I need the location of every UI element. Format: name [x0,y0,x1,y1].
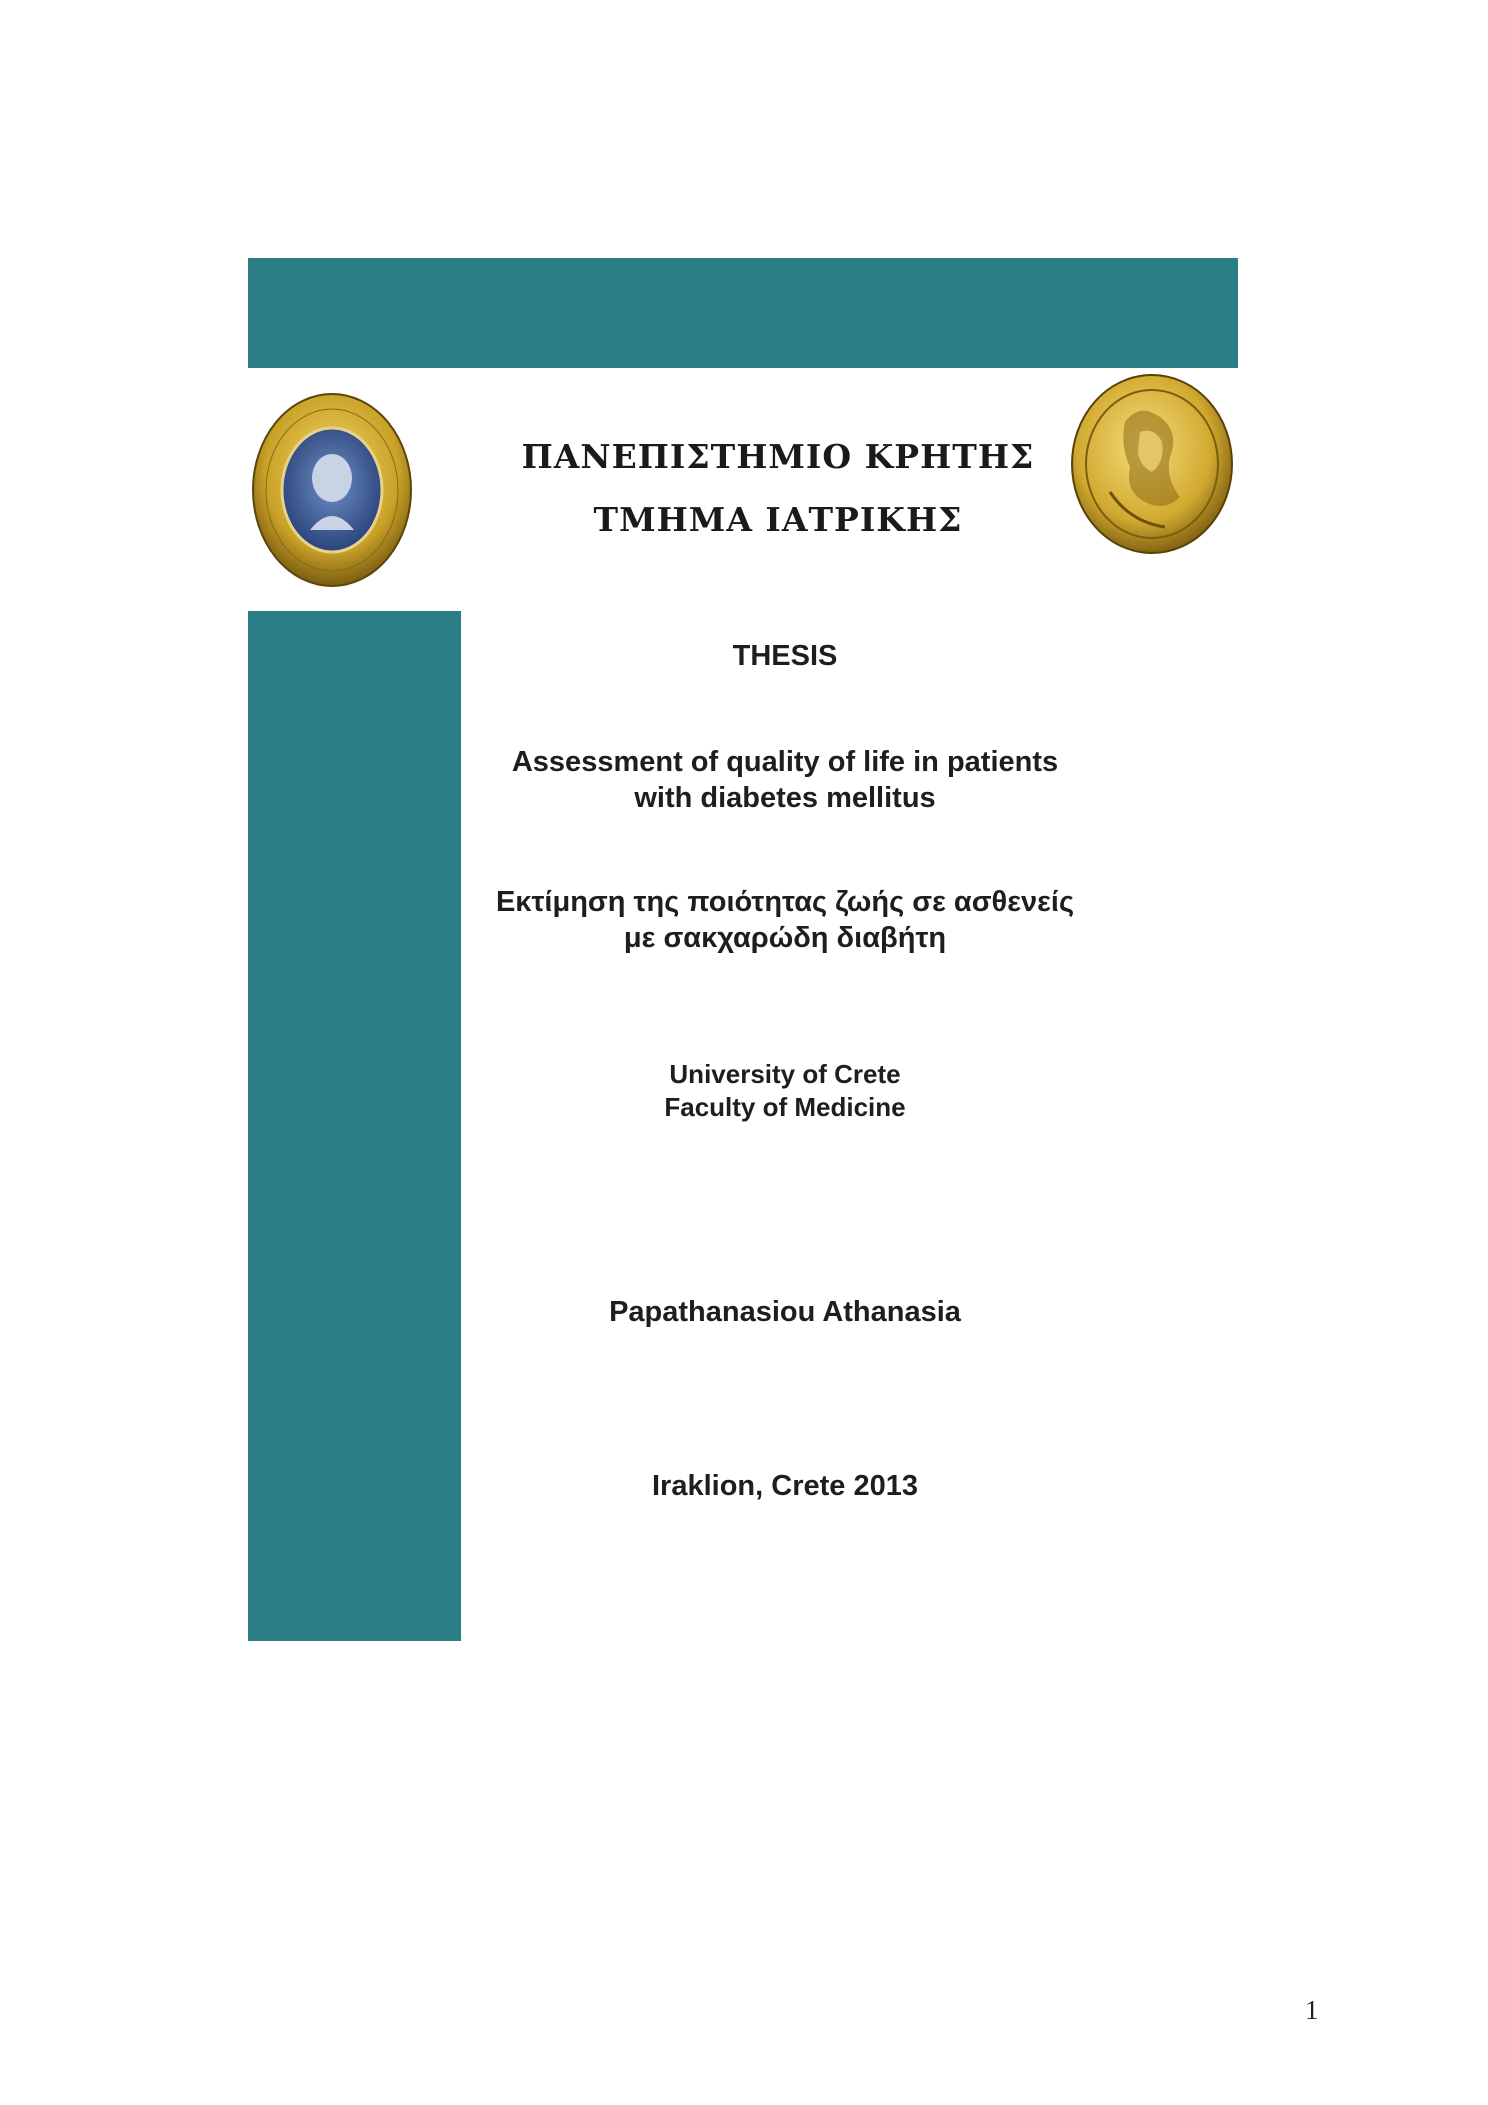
university-heading-el: ΠΑΝΕΠΙΣΤΗΜΙΟ ΚΡΗΤΗΣ [521,437,1035,476]
page-number: 1 [1305,1995,1319,2025]
title-english-line-2: with diabetes mellitus [634,782,936,814]
title-greek-line-2: με σακχαρώδη διαβήτη [623,922,947,954]
top-accent-bar [248,258,1238,368]
title-english-line-1: Assessment of quality of life in patients [511,746,1059,778]
title-greek [440,884,1130,956]
institution-block [440,1058,1130,1124]
university-name: University of Crete [669,1059,901,1089]
title-english [440,744,1130,816]
title-greek-line-1: Εκτίμηση της ποιότητας ζωής σε ασθενείς [495,886,1075,918]
document-type-label: THESIS [732,640,838,672]
side-accent-bar [248,611,461,1641]
faculty-name: Faculty of Medicine [664,1092,906,1122]
department-heading-el: ΤΜΗΜΑ ΙΑΤΡΙΚΗΣ [593,500,963,539]
place-and-year: Iraklion, Crete 2013 [652,1470,918,1502]
faculty-seal-icon [250,390,414,590]
author-name: Papathanasiou Athanasia [609,1296,961,1328]
university-seal-icon [1070,372,1235,557]
